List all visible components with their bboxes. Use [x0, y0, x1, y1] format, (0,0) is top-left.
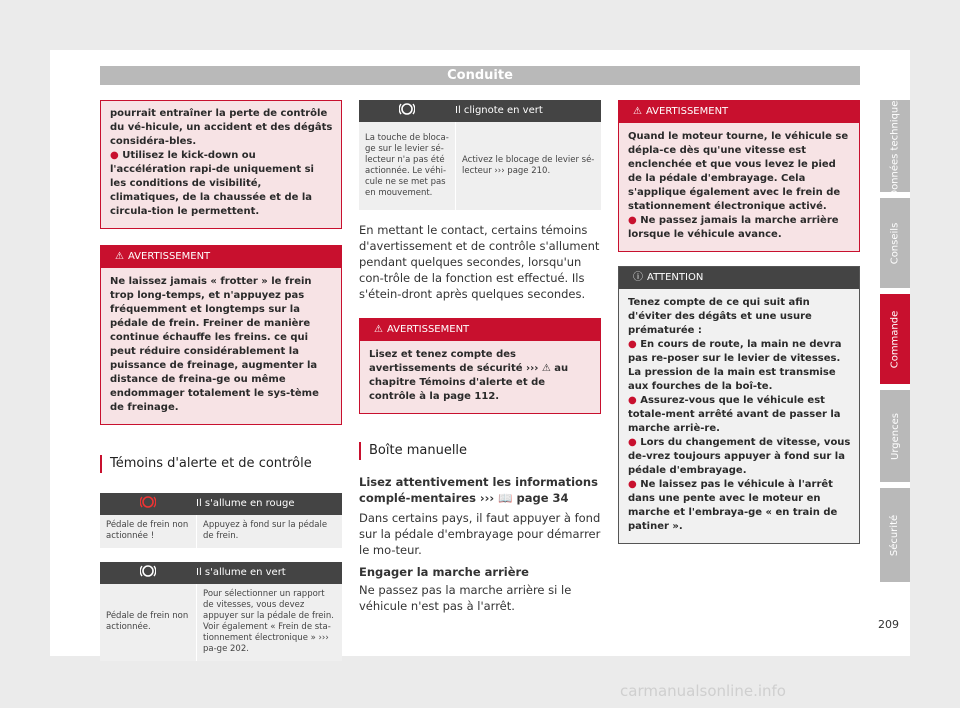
- tab-securite[interactable]: Sécurité: [880, 488, 910, 582]
- warning-box-continued: [100, 100, 342, 229]
- page-header: Conduite: [100, 66, 860, 85]
- attention-title: ATTENTION: [647, 272, 704, 283]
- tab-commande[interactable]: Commande: [880, 294, 910, 384]
- tab-conseils[interactable]: Conseils: [880, 198, 910, 288]
- tab-urgences[interactable]: Urgences: [880, 390, 910, 482]
- tab-donnees-techniques[interactable]: Données techniques: [880, 100, 910, 192]
- warning-title: AVERTISSEMENT: [645, 106, 729, 117]
- warning-box: [618, 100, 860, 252]
- info-circle-icon: ⓘ: [633, 272, 643, 283]
- middle-column: [359, 100, 601, 614]
- warning-title: AVERTISSEMENT: [127, 251, 211, 262]
- indicator-table-blink: [359, 100, 601, 210]
- brake-warning-icon: [100, 495, 196, 514]
- attention-bullet: ● En cours de route, la main ne devra pas re-poser sur le levier de vitesses. La pression de la main est transmise aux fourches de la boî-te.: [628, 339, 842, 392]
- subheading: Engager la marche arrière: [359, 565, 529, 579]
- warning-box: [359, 318, 601, 414]
- table-header: Il s'allume en vert: [196, 567, 286, 578]
- warning-title: AVERTISSEMENT: [386, 324, 470, 335]
- section-title: Témoins d'alerte et de contrôle: [100, 455, 342, 473]
- attention-box: [618, 266, 860, 544]
- warning-text: pourrait entraîner la perte de contrôle du vé-hicule, un accident et des dégâts considéra-bles.: [110, 108, 333, 147]
- table-header: Il s'allume en rouge: [196, 498, 295, 509]
- warning-text: Lisez et tenez compte des avertissements de sécurité ››› ⚠ au chapitre Témoins d'alerte et de contrôle à la page 112.: [360, 341, 600, 413]
- brake-pedal-icon: [359, 102, 455, 121]
- paragraph: Dans certains pays, il faut appuyer à fond sur la pédale d'embrayage pour démarrer le mo-teur.: [359, 511, 601, 557]
- watermark: carmanualsonline.info: [620, 682, 786, 700]
- indicator-table-green: [100, 562, 342, 661]
- left-column: [100, 100, 342, 661]
- paragraph: Ne passez pas la marche arrière si le véhicule n'est pas à l'arrêt.: [359, 583, 572, 613]
- attention-bullet: ● Lors du changement de vitesse, vous de-vrez toujours appuyer à fond sur la pédale d'embrayage.: [628, 437, 851, 476]
- warning-text: Ne laissez jamais « frotter » le frein trop long-temps, et n'appuyez pas fréquemment et longtemps sur la pédale de frein. Freiner de manière continue échauffe les freins. ce qui peut réduire considérablement la puissance de freinage, augmenter la distance de freina-ge ou même endommager totalement le sys-tème de freinage.: [101, 268, 341, 424]
- lead-paragraph: Lisez attentivement les informations complé-mentaires ››› 📖 page 34: [359, 475, 598, 505]
- indicator-table-red: [100, 493, 342, 548]
- paragraph: En mettant le contact, certains témoins d'avertissement et de contrôle s'allument pendant quelques secondes, lorsqu'un con-trôle de la fonction est effectué. Ils s'étein-dront après quelques secondes.: [359, 223, 600, 301]
- table-header: Il clignote en vert: [455, 105, 543, 116]
- attention-bullet: ● Assurez-vous que le véhicule est totale-ment arrêté avant de passer la marche arriè-re.: [628, 395, 841, 434]
- page-number: 209: [878, 618, 899, 631]
- brake-pedal-icon: [100, 564, 196, 583]
- warning-triangle-icon: ⚠: [374, 324, 383, 335]
- warning-text: Quand le moteur tourne, le véhicule se dépla-ce dès qu'une vitesse est enclenchée et que vous levez le pied de la pédale d'embrayage. Cela s'applique également avec le frein de stationnement électronique activé.: [628, 131, 849, 212]
- warning-triangle-icon: ⚠: [633, 106, 642, 117]
- table-row: La touche de bloca-ge sur le levier sé-lecteur n'a pas été actionnée. Le véhi-cule ne se met pas en mouvement. Activez le blocage de levier sé-lecteur ››› page 210.: [359, 122, 601, 210]
- warning-box: [100, 245, 342, 425]
- warning-bullet: ● Utilisez le kick-down ou l'accélération rapi-de uniquement si les conditions de visibilité, climatiques, de la chaussée et de la circula-tion le permettent.: [110, 150, 314, 217]
- attention-bullet: ● Ne laissez pas le véhicule à l'arrêt dans une pente avec le moteur en marche et l'embraya-ge « en train de patiner ».: [628, 479, 838, 532]
- right-column: [618, 100, 860, 544]
- section-title: Boîte manuelle: [359, 442, 601, 460]
- table-row: Pédale de frein non actionnée ! Appuyez à fond sur la pédale de frein.: [100, 515, 342, 548]
- warning-bullet: ● Ne passez jamais la marche arrière lorsque le véhicule avance.: [628, 215, 839, 240]
- attention-text: Tenez compte de ce qui suit afin d'éviter des dégâts et une usure prématurée :: [628, 297, 812, 336]
- warning-triangle-icon: ⚠: [115, 251, 124, 262]
- table-row: Pédale de frein non actionnée. Pour sélectionner un rapport de vitesses, vous devez appuyer sur la pédale de frein. Voir également « Frein de sta-tionnement électronique » ››› pa-ge 202.: [100, 584, 342, 661]
